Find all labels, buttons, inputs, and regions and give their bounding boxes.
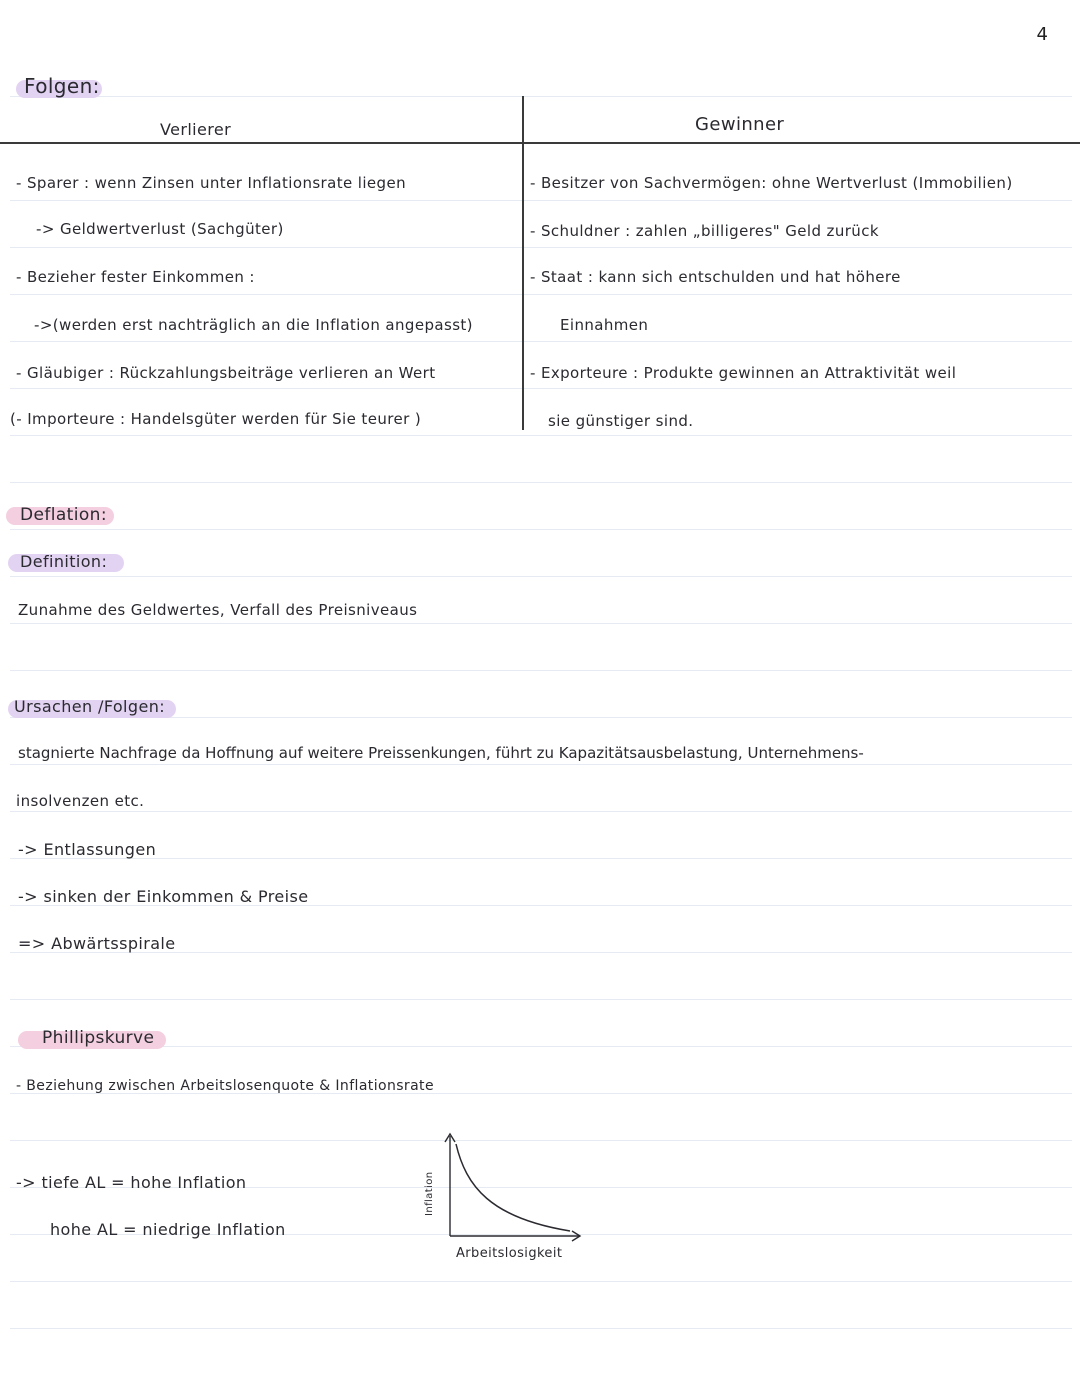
- verlierer-glaeubiger: - Gläubiger : Rückzahlungsbeiträge verlieren an Wert: [16, 364, 436, 382]
- ruled-line: [10, 999, 1072, 1000]
- folgen-heading: Folgen:: [24, 74, 100, 98]
- deflation-heading: Deflation:: [20, 505, 107, 525]
- gewinner-exporteure: - Exporteure : Produkte gewinnen an Attraktivität weil: [530, 364, 957, 382]
- step-entlassungen: -> Entlassungen: [18, 840, 157, 859]
- ruled-line: [10, 811, 1072, 812]
- definition-text: Zunahme des Geldwertes, Verfall des Preisniveaus: [18, 601, 418, 619]
- graph-y-label: Inflation: [424, 1171, 435, 1216]
- ruled-line: [10, 670, 1072, 671]
- ruled-line: [10, 1281, 1072, 1282]
- ruled-line: [10, 294, 1072, 295]
- gewinner-staat: - Staat : kann sich entschulden und hat höhere: [530, 268, 901, 286]
- page-number: 4: [1036, 24, 1048, 45]
- column-header-gewinner: Gewinner: [695, 114, 785, 135]
- ruled-line: [10, 764, 1072, 765]
- ursachen-line-1: stagnierte Nachfrage da Hoffnung auf weitere Preissenkungen, führt zu Kapazitätsausbelastung, Unternehmens-: [18, 744, 864, 762]
- ruled-line: [10, 529, 1072, 530]
- ruled-line: [10, 858, 1072, 859]
- table-header-rule: [0, 142, 1080, 144]
- verlierer-bezieher: - Bezieher fester Einkommen :: [16, 268, 255, 286]
- table-column-divider: [522, 96, 524, 430]
- ruled-line: [10, 1328, 1072, 1329]
- phillips-relation: - Beziehung zwischen Arbeitslosenquote & Inflationsrate: [16, 1078, 434, 1094]
- ruled-line: [10, 1046, 1072, 1047]
- graph-x-label: Arbeitslosigkeit: [456, 1246, 563, 1261]
- verlierer-geldwertverlust: -> Geldwertverlust (Sachgüter): [36, 220, 284, 238]
- ruled-line: [10, 341, 1072, 342]
- ruled-line: [10, 576, 1072, 577]
- verlierer-bezieher-detail: ->(werden erst nachträglich an die Inflation angepasst): [34, 316, 473, 334]
- ruled-line: [10, 482, 1072, 483]
- ursachen-heading: Ursachen /Folgen:: [14, 697, 166, 716]
- gewinner-besitzer: - Besitzer von Sachvermögen: ohne Wertverlust (Immobilien): [530, 174, 1013, 192]
- gewinner-exporteure-detail: sie günstiger sind.: [548, 412, 694, 430]
- ruled-line: [10, 96, 1072, 97]
- gewinner-schuldner: - Schuldner : zahlen „billigeres" Geld zurück: [530, 222, 879, 240]
- ursachen-line-2: insolvenzen etc.: [16, 792, 145, 810]
- ruled-line: [10, 200, 1072, 201]
- verlierer-importeure: (- Importeure : Handelsgüter werden für Sie teurer ): [10, 410, 422, 428]
- step-sinken: -> sinken der Einkommen & Preise: [18, 887, 309, 906]
- ruled-line: [10, 247, 1072, 248]
- phillips-heading: Phillipskurve: [42, 1028, 155, 1048]
- phillips-line-2: hohe AL = niedrige Inflation: [50, 1220, 286, 1239]
- phillips-line-1: -> tiefe AL = hohe Inflation: [16, 1173, 247, 1192]
- ruled-line: [10, 388, 1072, 389]
- column-header-verlierer: Verlierer: [160, 120, 232, 139]
- ruled-line: [10, 623, 1072, 624]
- definition-heading: Definition:: [20, 552, 108, 571]
- verlierer-sparer: - Sparer : wenn Zinsen unter Inflationsrate liegen: [16, 174, 407, 192]
- phillips-curve-line: [456, 1144, 570, 1231]
- step-abwaertsspirale: => Abwärtsspirale: [18, 934, 176, 953]
- ruled-line: [10, 435, 1072, 436]
- gewinner-staat-detail: Einnahmen: [560, 316, 649, 334]
